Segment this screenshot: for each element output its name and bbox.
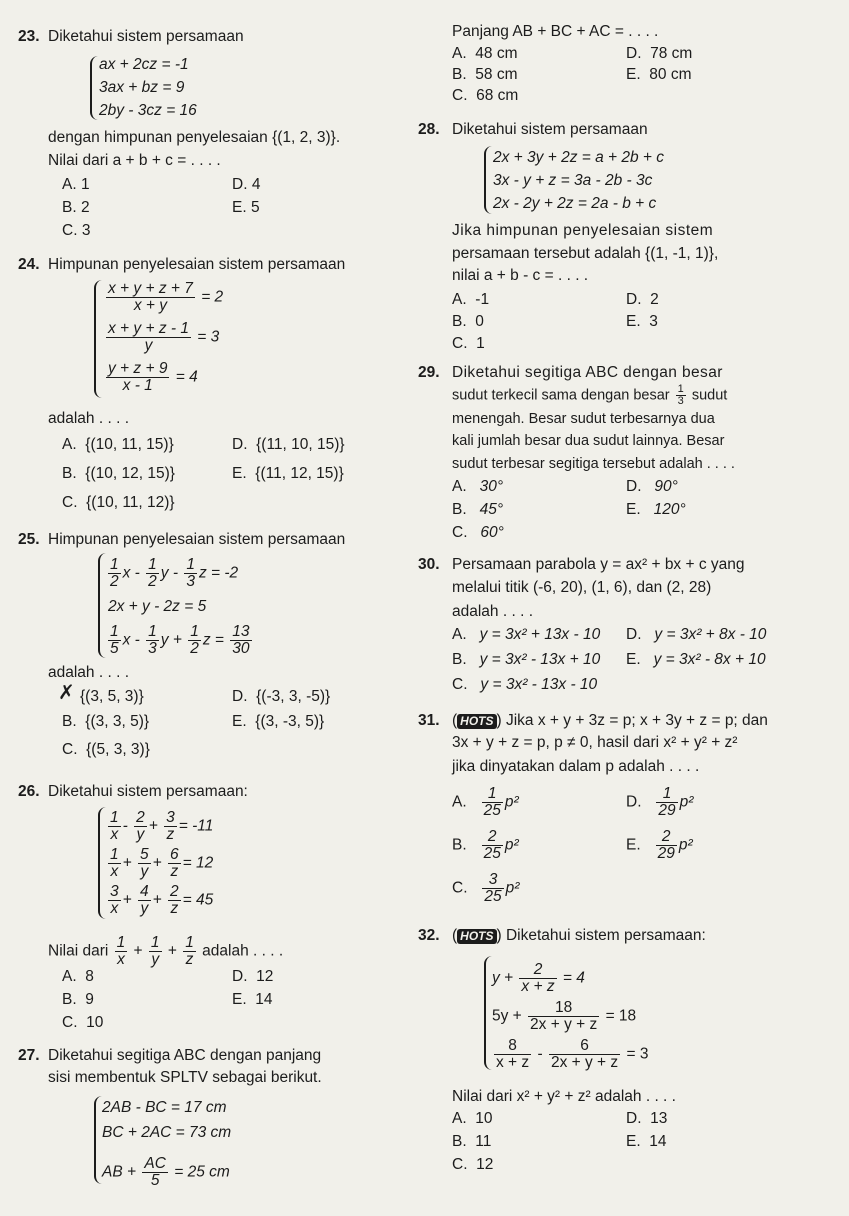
q30-option-e[interactable]: [626, 651, 766, 669]
option-text: {(11, 12, 15)}: [255, 465, 344, 482]
option-label: C.: [62, 494, 78, 511]
q25-brace: [98, 553, 106, 658]
option-label: A.: [452, 45, 467, 62]
q27-eq-3: AB + $\frac{AC}{5}$ = 25 cm: [102, 1155, 230, 1189]
q28-option-e[interactable]: [626, 313, 658, 331]
option-text: {(3, 3, 5)}: [85, 713, 150, 730]
q23-brace: [90, 56, 98, 120]
option-label: C.: [452, 524, 468, 541]
option-label: B.: [452, 313, 467, 330]
option-label: A.: [452, 793, 467, 811]
option-text: 10: [475, 1110, 493, 1127]
q28-brace: [484, 146, 492, 214]
option-text: 80 cm: [649, 66, 692, 83]
q26-question: Nilai dari $\frac{1}{x}$ + $\frac{1}{y}$ + $\frac{1}{z}$ adalah . . . .: [48, 934, 284, 968]
q32-number: 32.: [418, 927, 440, 944]
q28-stem: Diketahui sistem persamaan: [452, 121, 648, 138]
q26-eq-2: $\frac{1}{x}$ + $\frac{5}{y}$ + $\frac{6}{z}$ = 12: [110, 846, 214, 880]
q28-eq-1: 2x + 3y + 2z = a + 2b + c: [493, 149, 665, 166]
option-label: C.: [452, 676, 468, 693]
q31-option-b[interactable]: B. $\frac{2}{25}$ p²: [452, 828, 519, 862]
option-text: y = 3x² - 13x - 10: [480, 676, 598, 693]
option-label: A.: [452, 626, 467, 643]
q23-eq-1: ax + 2cz = -1: [99, 56, 189, 73]
q28-option-c[interactable]: [452, 335, 485, 353]
option-label: A.: [62, 176, 77, 193]
q25-eq-1: $\frac{1}{2}$ x - $\frac{1}{2}$ y - $\frac{1}{3}$ z = -2: [110, 556, 239, 590]
q29-number: 29.: [418, 364, 440, 381]
option-text: 120°: [653, 501, 686, 518]
option-text: {(5, 3, 3)}: [86, 741, 150, 758]
option-label: E.: [232, 713, 247, 730]
option-text: 1: [80, 176, 90, 193]
option-label: C.: [62, 1014, 78, 1031]
q27-cont-stem: Panjang AB + BC + AC = . . . .: [452, 23, 659, 40]
q24-tail: adalah . . . .: [48, 410, 129, 427]
q26-eq-1: $\frac{1}{x}$ - $\frac{2}{y}$ + $\frac{3}{z}$ = -11: [110, 809, 214, 843]
q25-check-mark: ✗: [58, 682, 75, 704]
q28-eq-2: 3x - y + z = 3a - 2b - 3c: [493, 172, 653, 189]
option-text: y = 3x² + 13x - 10: [479, 626, 601, 643]
option-label: E.: [626, 651, 641, 668]
option-text: y = 3x² - 13x + 10: [479, 651, 601, 668]
option-text: 3: [81, 222, 91, 239]
q31-line3: jika dinyatakan dalam p adalah . . . .: [452, 758, 700, 775]
q27-option-c[interactable]: [452, 87, 518, 105]
q30-line2: melalui titik (-6, 20), (1, 6), dan (2, 28): [452, 579, 712, 596]
q25-tail: adalah . . . .: [48, 664, 129, 681]
q26-option-e[interactable]: [232, 991, 273, 1009]
q25-stem: Himpunan penyelesaian sistem persamaan: [48, 531, 346, 548]
q26-option-d[interactable]: [232, 968, 273, 986]
q27-option-d[interactable]: [626, 45, 692, 63]
option-label: B.: [62, 991, 77, 1008]
q31-line1: ( HOTS ) Jika x + y + 3z = p; x + 3y + z = p; dan: [452, 712, 768, 729]
q28-line1: Jika himpunan penyelesaian sistem: [452, 222, 714, 239]
option-text: 13: [650, 1110, 668, 1127]
option-text: 8: [85, 968, 94, 985]
option-text: 60°: [480, 524, 504, 541]
option-text: {(11, 10, 15)}: [256, 436, 345, 453]
q32-option-e[interactable]: [626, 1133, 667, 1151]
option-text: y = 3x² - 8x + 10: [653, 651, 766, 668]
option-label: C.: [452, 335, 468, 352]
option-label: E.: [232, 465, 247, 482]
q28-option-a[interactable]: [452, 291, 489, 309]
option-text: 3: [649, 313, 658, 330]
option-text: 90°: [654, 478, 678, 495]
q28-option-b[interactable]: [452, 313, 484, 331]
option-text: 45°: [479, 501, 504, 518]
q24-option-c[interactable]: [62, 494, 175, 512]
q32-option-c[interactable]: [452, 1156, 493, 1174]
q31-option-e[interactable]: E. $\frac{2}{29}$ p²: [626, 828, 693, 862]
q23-option-a[interactable]: [62, 176, 90, 194]
q27-stem-1: Diketahui segitiga ABC dengan panjang: [48, 1047, 322, 1064]
option-text: 11: [475, 1133, 492, 1150]
q26-option-a[interactable]: [62, 968, 94, 986]
option-label: D.: [626, 478, 642, 495]
q24-eq-2: $\frac{x + y + z - 1}{y}$ = 3: [108, 320, 220, 354]
q25-eq-2: 2x + y - 2z = 5: [108, 598, 207, 615]
option-label: D.: [232, 436, 248, 453]
option-label: E.: [626, 501, 641, 518]
q25-option-a[interactable]: [80, 688, 144, 706]
q25-number: 25.: [18, 531, 40, 548]
q28-option-d[interactable]: [626, 291, 659, 309]
option-label: A.: [452, 1110, 467, 1127]
option-label: E.: [232, 991, 247, 1008]
q32-eq-2: 5y + $\frac{18}{2x + y + z}$ = 18: [492, 999, 637, 1033]
hots-badge: HOTS: [457, 929, 496, 944]
q27-stem-2: sisi membentuk SPLTV sebagai berikut.: [48, 1069, 322, 1086]
option-label: A.: [62, 436, 77, 453]
option-text: 9: [85, 991, 94, 1008]
q31-number: 31.: [418, 712, 440, 729]
option-label: A.: [452, 478, 467, 495]
q23-option-e[interactable]: [232, 199, 260, 217]
q28-number: 28.: [418, 121, 440, 138]
q29-option-d[interactable]: [626, 478, 678, 496]
q26-option-b[interactable]: [62, 991, 94, 1009]
q27-brace: [94, 1096, 102, 1184]
q26-eq-3: $\frac{3}{x}$ + $\frac{4}{y}$ + $\frac{2}{z}$ = 45: [110, 883, 214, 917]
q24-eq-1: $\frac{x + y + z + 7}{x + y}$ = 2: [108, 280, 224, 314]
option-label: E.: [626, 313, 641, 330]
option-text: {(10, 11, 12)}: [86, 494, 175, 511]
option-text: {(3, 5, 3)}: [80, 688, 144, 705]
option-text: {(10, 11, 15)}: [85, 436, 174, 453]
q27-number: 27.: [18, 1047, 40, 1064]
q32-brace: [484, 956, 492, 1070]
q32-eq-1: y + $\frac{2}{x + z}$ = 4: [492, 961, 585, 995]
q27-option-b[interactable]: [452, 66, 518, 84]
option-label: E.: [626, 836, 641, 854]
option-text: 12: [476, 1156, 494, 1173]
option-text: 1: [476, 335, 485, 352]
q23-number: 23.: [18, 28, 40, 45]
q23-line2: Nilai dari a + b + c = . . . .: [48, 152, 221, 169]
q24-option-b[interactable]: [62, 465, 175, 483]
q25-option-b[interactable]: [62, 713, 149, 731]
option-text: 0: [475, 313, 484, 330]
q25-option-e[interactable]: [232, 713, 324, 731]
option-label: B.: [452, 836, 467, 854]
option-text: 30°: [479, 478, 504, 495]
q24-eq-3: $\frac{y + z + 9}{x - 1}$ = 4: [108, 360, 198, 394]
q28-line2: persamaan tersebut adalah {(1, -1, 1)},: [452, 245, 719, 262]
option-text: {(-3, 3, -5)}: [256, 688, 331, 705]
q29-option-c[interactable]: [452, 524, 504, 542]
option-label: D.: [626, 45, 642, 62]
q23-eq-2: 3ax + bz = 9: [99, 79, 185, 96]
q27-option-e[interactable]: [626, 66, 692, 84]
q24-option-e[interactable]: [232, 465, 344, 483]
option-text: 10: [86, 1014, 104, 1031]
q30-line3: adalah . . . .: [452, 603, 533, 620]
q29-line1: Diketahui segitiga ABC dengan besar: [452, 364, 723, 381]
q29-line4: kali jumlah besar dua sudut lainnya. Besar: [452, 433, 725, 449]
option-text: 14: [255, 991, 273, 1008]
q32-stem: ( HOTS ) Diketahui sistem persamaan:: [452, 927, 706, 944]
q23-option-b[interactable]: [62, 199, 90, 217]
q32-option-d[interactable]: [626, 1110, 667, 1128]
option-label: D.: [232, 688, 248, 705]
option-text: {(10, 12, 15)}: [85, 465, 175, 482]
q29-line3: menengah. Besar sudut terbesarnya dua: [452, 411, 715, 427]
option-label: D.: [626, 291, 642, 308]
q29-option-b[interactable]: [452, 501, 503, 519]
option-label: A.: [62, 968, 77, 985]
q31-option-a[interactable]: A. $\frac{1}{25}$ p²: [452, 785, 519, 819]
option-label: B.: [62, 465, 77, 482]
option-label: C.: [452, 87, 468, 104]
q31-line2: 3x + y + z = p, p ≠ 0, hasil dari x² + y² + z²: [452, 734, 738, 751]
q30-line1: Persamaan parabola y = ax² + bx + c yang: [452, 556, 745, 573]
option-label: B.: [452, 1133, 467, 1150]
q24-number: 24.: [18, 256, 40, 273]
q24-option-d[interactable]: [232, 436, 345, 454]
q31-option-c[interactable]: C. $\frac{3}{25}$ p²: [452, 871, 520, 905]
q24-stem: Himpunan penyelesaian sistem persamaan: [48, 256, 346, 273]
q25-option-d[interactable]: [232, 688, 330, 706]
q23-stem: Diketahui sistem persamaan: [48, 28, 244, 45]
option-label: C.: [452, 879, 468, 897]
option-label: E.: [626, 66, 641, 83]
q30-option-a[interactable]: [452, 626, 600, 644]
option-text: 5: [250, 199, 260, 216]
q31-option-d[interactable]: D. $\frac{1}{29}$ p²: [626, 785, 694, 819]
option-text: 48 cm: [475, 45, 518, 62]
q30-option-d[interactable]: [626, 626, 766, 644]
option-text: 12: [256, 968, 274, 985]
option-label: B.: [452, 651, 467, 668]
q32-option-b[interactable]: [452, 1133, 491, 1151]
q27-eq-1: 2AB - BC = 17 cm: [102, 1099, 227, 1116]
option-text: y = 3x² + 8x - 10: [654, 626, 767, 643]
option-text: -1: [475, 291, 490, 308]
q26-stem: Diketahui sistem persamaan:: [48, 783, 248, 800]
q25-eq-3: $\frac{1}{5}$ x - $\frac{1}{3}$ y + $\frac{1}{2}$ z = $\frac{13}{30}$: [110, 623, 250, 657]
q32-eq-3: $\frac{8}{x + z}$ - $\frac{6}{2x + y + z}$ = 3: [496, 1037, 649, 1071]
option-label: C.: [452, 1156, 468, 1173]
q26-number: 26.: [18, 783, 40, 800]
q23-eq-3: 2by - 3cz = 16: [99, 102, 197, 119]
option-text: 4: [251, 176, 261, 193]
q23-option-c[interactable]: [62, 222, 90, 240]
option-label: D.: [232, 176, 248, 193]
q29-line5: sudut terbesar segitiga tersebut adalah . . . .: [452, 456, 735, 472]
q27-eq-2: BC + 2AC = 73 cm: [102, 1124, 232, 1141]
q23-line1: dengan himpunan penyelesaian {(1, 2, 3)}.: [48, 129, 341, 146]
option-label: C.: [62, 741, 78, 758]
option-label: B.: [452, 501, 467, 518]
q23-option-d[interactable]: [232, 176, 260, 194]
q24-option-a[interactable]: [62, 436, 174, 454]
option-text: 68 cm: [476, 87, 519, 104]
q30-option-b[interactable]: [452, 651, 600, 669]
option-label: A.: [452, 291, 467, 308]
q30-option-c[interactable]: [452, 676, 597, 694]
option-label: D.: [232, 968, 248, 985]
option-label: E.: [626, 1133, 641, 1150]
q29-option-a[interactable]: [452, 478, 503, 496]
option-label: D.: [626, 626, 642, 643]
option-label: B.: [452, 66, 467, 83]
q28-eq-3: 2x - 2y + 2z = 2a - b + c: [493, 195, 657, 212]
option-label: D.: [626, 1110, 642, 1127]
q29-option-e[interactable]: [626, 501, 686, 519]
q26-brace: [98, 807, 106, 919]
q32-question: Nilai dari x² + y² + z² adalah . . . .: [452, 1088, 676, 1105]
q27-option-a[interactable]: [452, 45, 518, 63]
q30-number: 30.: [418, 556, 440, 573]
option-label: B.: [62, 199, 77, 216]
option-text: 14: [649, 1133, 667, 1150]
option-label: E.: [232, 199, 247, 216]
option-label: B.: [62, 713, 77, 730]
q26-option-c[interactable]: [62, 1014, 103, 1032]
option-text: 78 cm: [650, 45, 693, 62]
q28-line3: nilai a + b - c = . . . .: [452, 267, 589, 284]
q29-line2: sudut terkecil sama dengan besar $\frac{1}{3}$ sudut: [452, 383, 728, 407]
option-text: {(3, -3, 5)}: [255, 713, 325, 730]
option-text: 2: [650, 291, 659, 308]
hots-badge: HOTS: [457, 714, 496, 729]
q32-option-a[interactable]: [452, 1110, 493, 1128]
q25-option-c[interactable]: [62, 741, 150, 759]
q24-brace: [94, 280, 102, 398]
option-label: C.: [62, 222, 78, 239]
option-label: D.: [626, 793, 642, 811]
option-text: 2: [80, 199, 90, 216]
option-text: 58 cm: [475, 66, 518, 83]
